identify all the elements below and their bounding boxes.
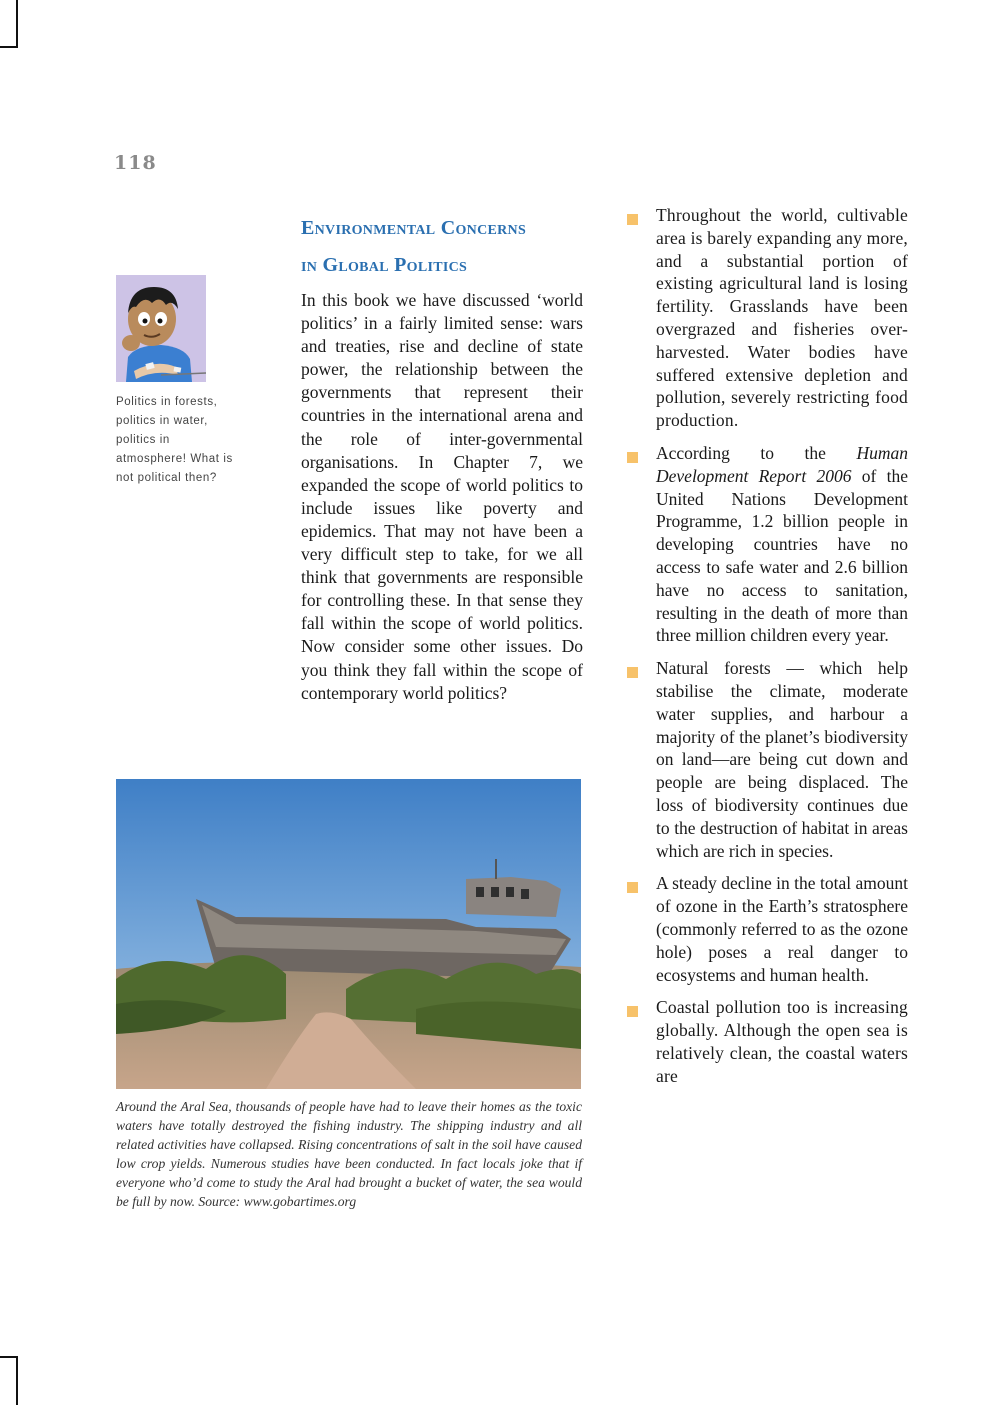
section-heading — [301, 210, 591, 284]
bullet-text-before: According to the — [656, 442, 857, 463]
bullet-list — [624, 204, 908, 1097]
square-bullet-icon — [627, 1006, 638, 1017]
square-bullet-icon — [627, 882, 638, 893]
bullet-text: Coastal pollution too is increasing globally. Although the open sea is relatively clean, the coastal waters are — [656, 997, 908, 1086]
stranded-ship-image — [116, 779, 581, 1089]
intro-paragraph: In this book we have discussed ‘world politics’ in a fairly limited sense: wars and treaties, rise and decline of state power, the relationship between the governments that represent their countries in the international arena and the role of inter-governmental organisations. In Chapter 7, we expanded the scope of world politics to include issues like poverty and epidemics. That may not have been a very difficult step to take, for we all think that governments are responsible for controlling these. In that sense they fall within the scope of world politics. Now consider some other issues. Do you think they fall within the scope of contemporary world politics? — [301, 290, 583, 703]
bullet-text: Natural forests — which help stabilise the climate, moderate water supplies, and harbour a majority of the planet’s biodiversity on land—are being cut down and people are being displaced. The loss of biodiversity continues due to the destruction of habitat in areas which are rich in species. — [656, 658, 908, 861]
bullet-item — [624, 442, 908, 647]
bullet-item — [624, 996, 908, 1087]
crop-mark-bottom — [0, 1356, 18, 1405]
aral-sea-photo — [116, 779, 581, 1089]
bullet-text — [656, 442, 908, 647]
bullet-text: A steady decline in the total amount of ozone in the Earth’s stratosphere (commonly referred to as the ozone hole) poses a real danger to ecosystems and human health. — [656, 873, 908, 985]
report-title: Human Development Report 2006 — [656, 442, 908, 486]
page-number: 118 — [114, 152, 157, 174]
margin-note: Politics in forests, politics in water, politics in atmosphere! What is not political then? — [116, 396, 233, 484]
photo-caption: Around the Aral Sea, thousands of people have had to leave their homes as the toxic waters have totally destroyed the fishing industry. The shipping industry and all related activities have collapsed. Rising concentrations of salt in the soil have caused low crop yields. Numerous studies have been conducted. In fact locals joke that if everyone who’d come to study the Aral had brought a bucket of water, the sea would be full by now. Source: www.gobartimes.org — [116, 1099, 582, 1210]
bullet-item — [624, 657, 908, 862]
bullet-text: Throughout the world, cultivable area is barely expanding any more, and a substantial portion of existing agricultural land is losing fertility. Grasslands have been overgrazed and fisheries over-harvested. Water bodies have suffered extensive depletion and pollution, severely restricting food production. — [656, 205, 908, 431]
thinking-boy-illustration — [116, 275, 206, 382]
square-bullet-icon — [627, 214, 638, 225]
section-heading-line1: Environmental Concerns — [301, 217, 527, 239]
thinking-boy-cartoon — [116, 275, 206, 382]
section-heading-line2: in Global Politics — [301, 254, 468, 276]
bullet-item — [624, 872, 908, 986]
square-bullet-icon — [627, 667, 638, 678]
bullet-text-after: of the United Nations Development Programme, 1.2 billion people in developing countries have no access to safe water and 2.6 billion have no access to sanitation, resulting in the death of more than three million children every year. — [656, 465, 908, 646]
crop-mark-top — [0, 0, 18, 48]
square-bullet-icon — [627, 452, 638, 463]
bullet-item — [624, 204, 908, 432]
